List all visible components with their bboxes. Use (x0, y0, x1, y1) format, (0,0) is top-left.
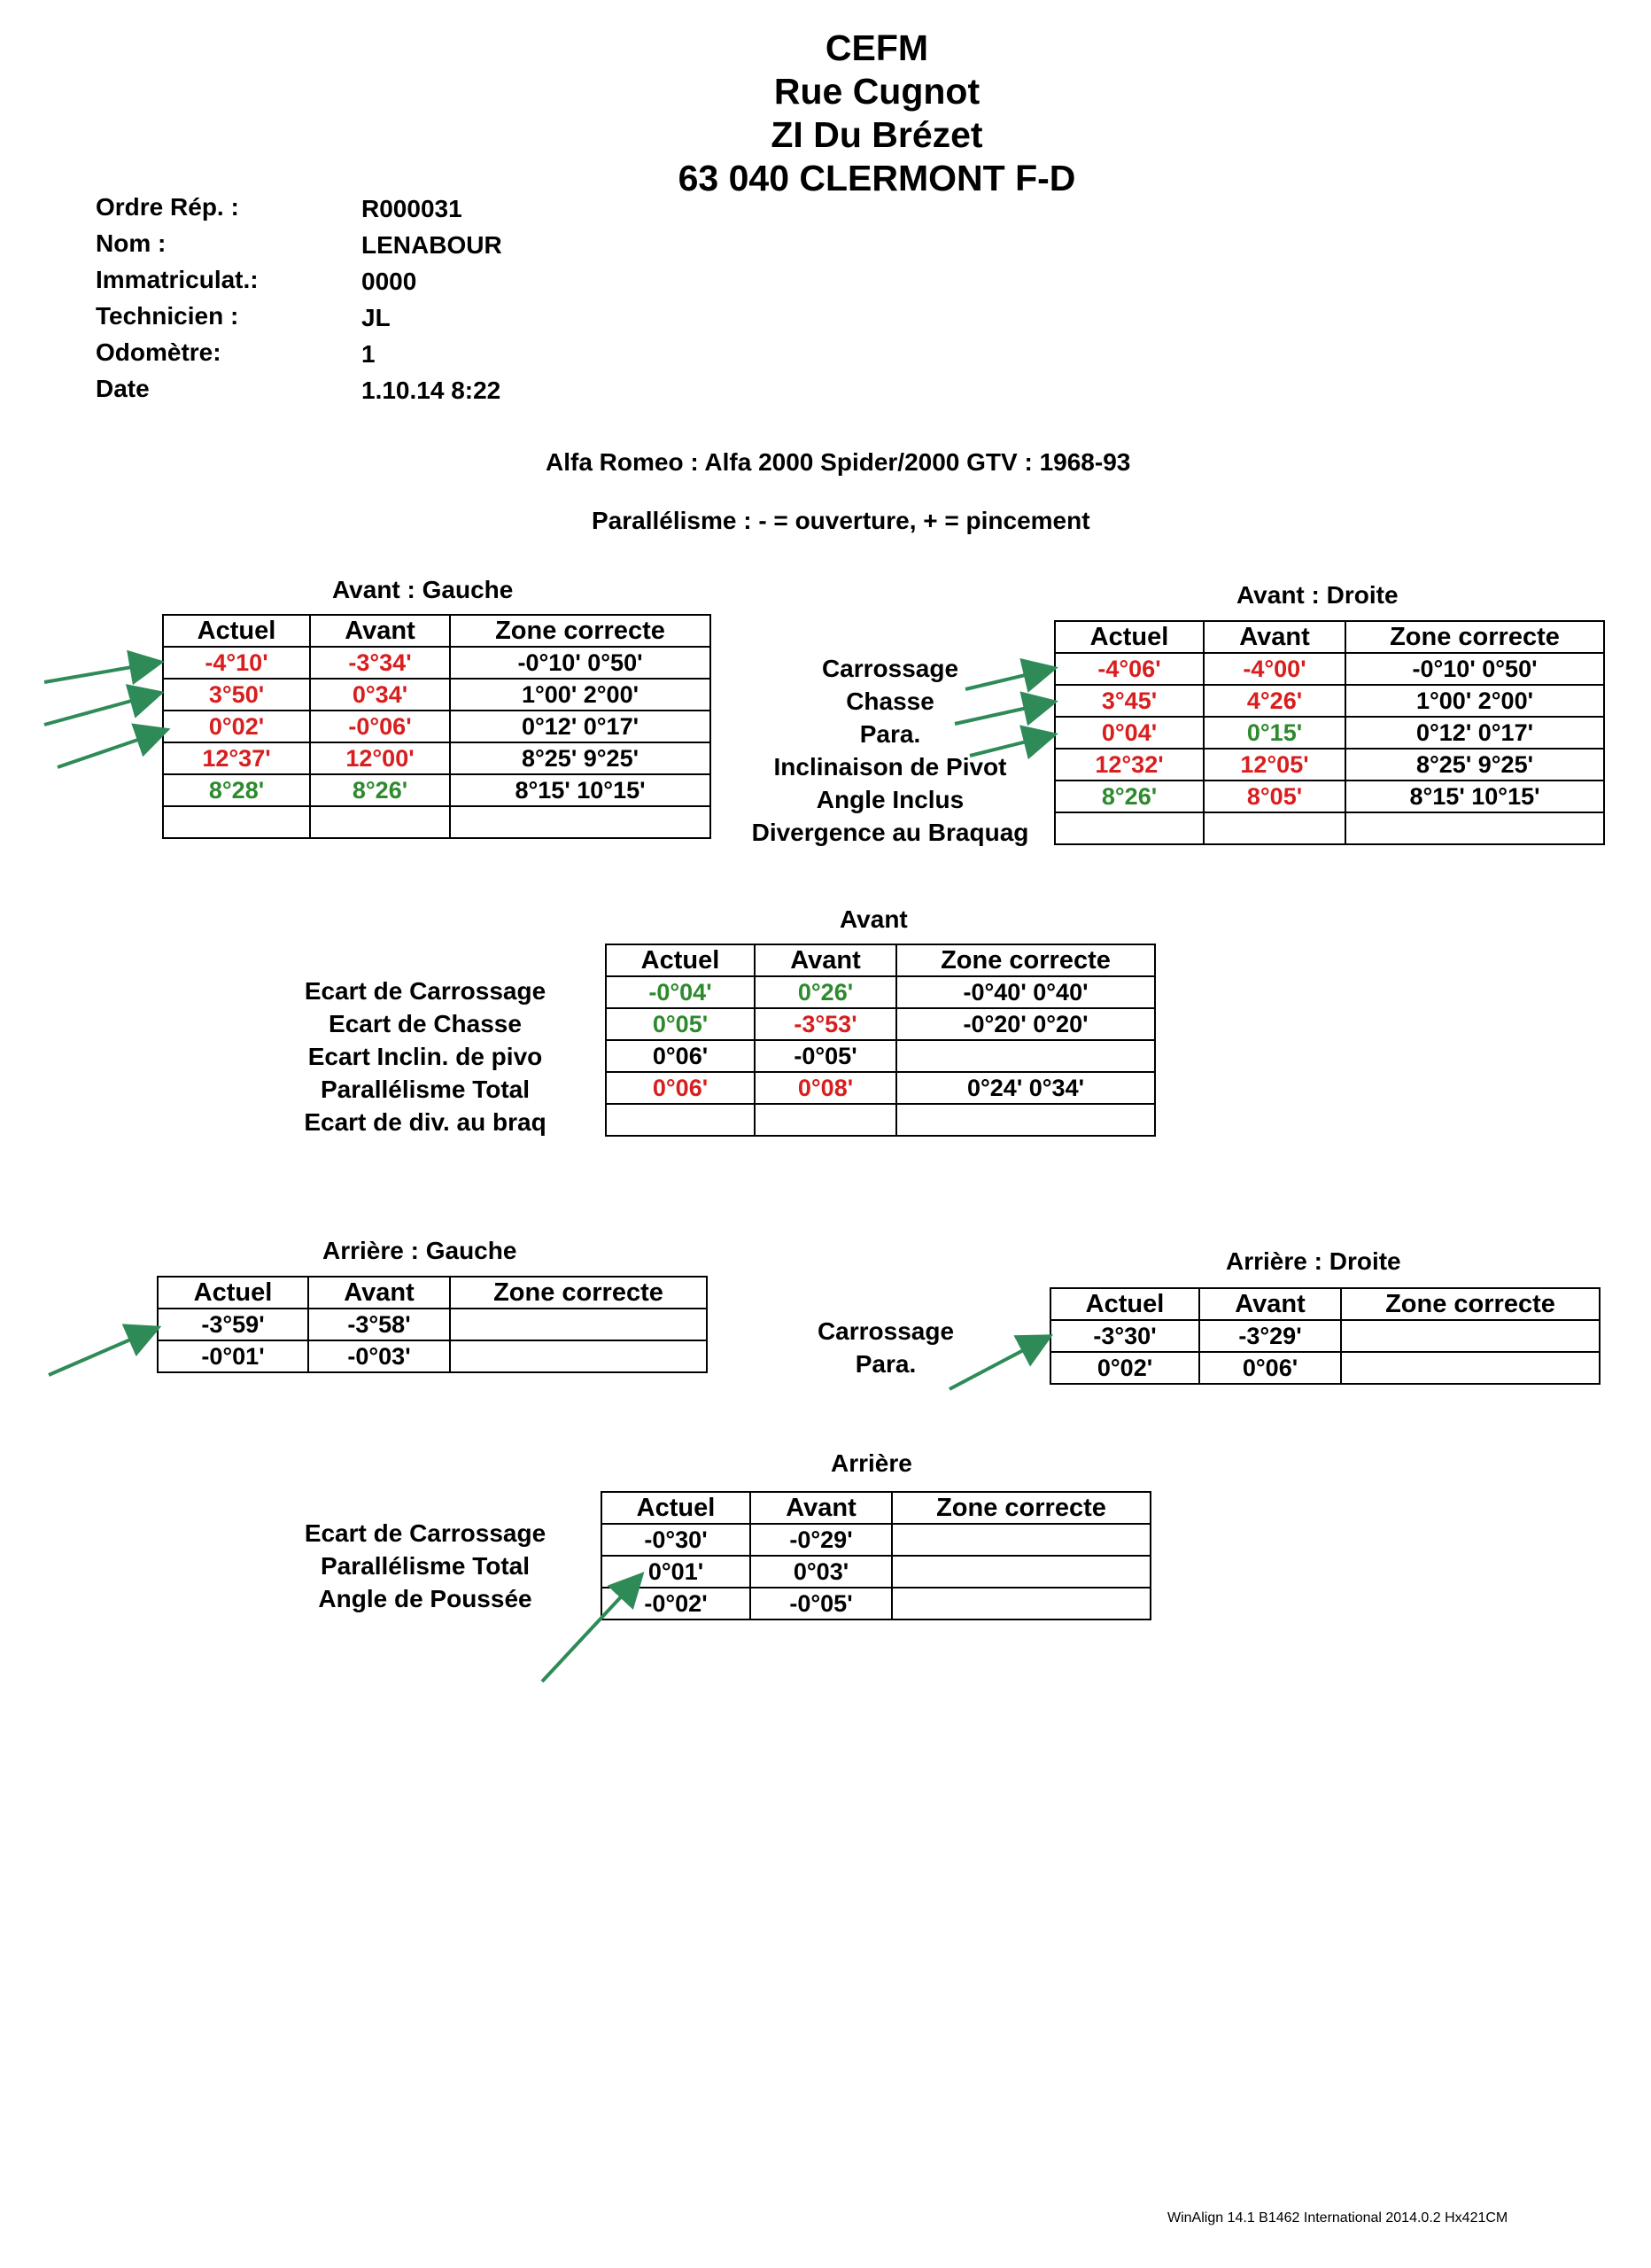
arrow-icon (44, 663, 158, 682)
actuel-cell: 0°06' (606, 1040, 755, 1072)
actuel-cell: 8°28' (163, 774, 310, 806)
col-actuel: Actuel (1050, 1288, 1199, 1320)
col-zone: Zone correcte (892, 1492, 1151, 1524)
arrow-icon (542, 1577, 639, 1682)
date-value: 1.10.14 8:22 (361, 377, 501, 404)
company-name: CEFM (825, 27, 929, 68)
col-actuel: Actuel (606, 944, 755, 976)
technician-value: JL (361, 304, 391, 331)
col-zone: Zone correcte (1345, 621, 1604, 653)
actuel-cell: -0°30' (601, 1524, 750, 1556)
avant-cell: 0°26' (755, 976, 896, 1008)
label-parallelisme-total: Parallélisme Total (320, 1076, 531, 1103)
zone-cell: 0°12' 0°17' (450, 711, 710, 742)
front-right-title: Avant : Droite (1236, 581, 1399, 609)
zone-cell: -0°10' 0°50' (450, 647, 710, 679)
col-actuel: Actuel (158, 1277, 308, 1309)
label-ecart-div: Ecart de div. au braq (304, 1108, 546, 1136)
zone-cell: 8°25' 9°25' (450, 742, 710, 774)
zone-cell: 1°00' 2°00' (450, 679, 710, 711)
avant-cell: 0°34' (310, 679, 450, 711)
arrow-icon (950, 1338, 1047, 1389)
actuel-cell: 8°26' (1055, 781, 1204, 812)
address-zone: ZI Du Brézet (771, 114, 983, 155)
avant-cell: 0°08' (755, 1072, 896, 1104)
address-street: Rue Cugnot (773, 71, 981, 112)
label-angle-poussee: Angle de Poussée (318, 1585, 532, 1612)
actuel-cell: -0°01' (158, 1340, 308, 1372)
avant-cell: 12°05' (1204, 749, 1345, 781)
avant-cell: 12°00' (310, 742, 450, 774)
plate-label: Immatriculat.: (96, 266, 259, 293)
zone-cell: 8°25' 9°25' (1345, 749, 1604, 781)
avant-cell: 0°06' (1199, 1352, 1341, 1384)
zone-cell: -0°20' 0°20' (896, 1008, 1155, 1040)
col-actuel: Actuel (1055, 621, 1204, 653)
date-label: Date (96, 375, 150, 402)
rear-right-title: Arrière : Droite (1226, 1247, 1401, 1275)
actuel-cell: 12°32' (1055, 749, 1204, 781)
name-value: LENABOUR (361, 231, 502, 259)
col-actuel: Actuel (163, 615, 310, 647)
avant-cell: -3°29' (1199, 1320, 1341, 1352)
avant-cell: -3°53' (755, 1008, 896, 1040)
order-value: R000031 (361, 195, 462, 222)
actuel-cell: 0°01' (601, 1556, 750, 1588)
label-ecart-carrossage: Ecart de Carrossage (304, 977, 546, 1005)
label-carrossage: Carrossage (817, 1317, 955, 1345)
label-divergence: Divergence au Braquag (751, 819, 1029, 846)
label-parallelisme-total: Parallélisme Total (320, 1552, 531, 1580)
label-inclinaison: Inclinaison de Pivot (773, 753, 1007, 781)
technician-label: Technicien : (96, 302, 239, 330)
parallelism-legend: Parallélisme : - = ouverture, + = pincement (592, 507, 1090, 534)
zone-cell: -0°40' 0°40' (896, 976, 1155, 1008)
avant-cell: 8°26' (310, 774, 450, 806)
odometer-value: 1 (361, 340, 376, 368)
avant-cell: -0°29' (750, 1524, 892, 1556)
label-ecart-chasse: Ecart de Chasse (329, 1010, 522, 1037)
arrow-icon (58, 731, 164, 767)
avant-cell: -0°05' (755, 1040, 896, 1072)
zone-cell: 0°12' 0°17' (1345, 717, 1604, 749)
actuel-cell: 0°04' (1055, 717, 1204, 749)
col-avant: Avant (1199, 1288, 1341, 1320)
col-zone: Zone correcte (450, 615, 710, 647)
zone-cell: 8°15' 10°15' (450, 774, 710, 806)
front-axle-title: Avant (840, 905, 908, 933)
zone-cell: -0°10' 0°50' (1345, 653, 1604, 685)
label-para: Para. (855, 1350, 917, 1378)
actuel-cell: -3°59' (158, 1309, 308, 1340)
col-avant: Avant (310, 615, 450, 647)
vehicle-model: Alfa Romeo : Alfa 2000 Spider/2000 GTV : 1968-93 (546, 448, 1131, 476)
actuel-cell: 0°06' (606, 1072, 755, 1104)
label-angle-inclus: Angle Inclus (816, 786, 965, 813)
avant-cell: -3°58' (308, 1309, 450, 1340)
actuel-cell: -0°02' (601, 1588, 750, 1619)
actuel-cell: 0°05' (606, 1008, 755, 1040)
avant-cell: 0°03' (750, 1556, 892, 1588)
label-chasse: Chasse (846, 687, 934, 715)
label-ecart-inclin: Ecart Inclin. de pivo (307, 1043, 543, 1070)
avant-cell: -0°06' (310, 711, 450, 742)
software-version: WinAlign 14.1 B1462 International 2014.0.2 Hx421CM (1167, 2210, 1508, 2225)
odometer-label: Odomètre: (96, 338, 221, 366)
avant-cell: 0°15' (1204, 717, 1345, 749)
avant-cell: 4°26' (1204, 685, 1345, 717)
col-avant: Avant (1204, 621, 1345, 653)
arrow-icon (49, 1329, 155, 1375)
actuel-cell: 3°50' (163, 679, 310, 711)
label-para: Para. (859, 720, 921, 748)
rear-left-title: Arrière : Gauche (322, 1237, 517, 1264)
col-zone: Zone correcte (1341, 1288, 1600, 1320)
actuel-cell: 0°02' (163, 711, 310, 742)
avant-cell: -0°03' (308, 1340, 450, 1372)
arrow-icon (965, 669, 1051, 689)
actuel-cell: -4°06' (1055, 653, 1204, 685)
arrow-icon (970, 735, 1051, 756)
avant-cell: -4°00' (1204, 653, 1345, 685)
plate-value: 0000 (361, 268, 417, 295)
zone-cell: 8°15' 10°15' (1345, 781, 1604, 812)
actuel-cell: 0°02' (1050, 1352, 1199, 1384)
arrow-icon (955, 703, 1051, 724)
actuel-cell: 12°37' (163, 742, 310, 774)
col-actuel: Actuel (601, 1492, 750, 1524)
col-avant: Avant (755, 944, 896, 976)
zone-cell: 0°24' 0°34' (896, 1072, 1155, 1104)
col-zone: Zone correcte (450, 1277, 707, 1309)
avant-cell: 8°05' (1204, 781, 1345, 812)
actuel-cell: -0°04' (606, 976, 755, 1008)
avant-cell: -3°34' (310, 647, 450, 679)
name-label: Nom : (96, 229, 167, 257)
rear-axle-title: Arrière (831, 1449, 912, 1477)
label-ecart-carrossage: Ecart de Carrossage (304, 1519, 546, 1547)
actuel-cell: -4°10' (163, 647, 310, 679)
label-carrossage: Carrossage (821, 655, 959, 682)
actuel-cell: 3°45' (1055, 685, 1204, 717)
order-label: Ordre Rép. : (96, 193, 239, 221)
col-zone: Zone correcte (896, 944, 1155, 976)
zone-cell: 1°00' 2°00' (1345, 685, 1604, 717)
actuel-cell: -3°30' (1050, 1320, 1199, 1352)
address-city: 63 040 CLERMONT F-D (678, 158, 1076, 198)
arrow-icon (44, 694, 158, 725)
col-avant: Avant (750, 1492, 892, 1524)
col-avant: Avant (308, 1277, 450, 1309)
front-left-title: Avant : Gauche (332, 576, 514, 603)
avant-cell: -0°05' (750, 1588, 892, 1619)
